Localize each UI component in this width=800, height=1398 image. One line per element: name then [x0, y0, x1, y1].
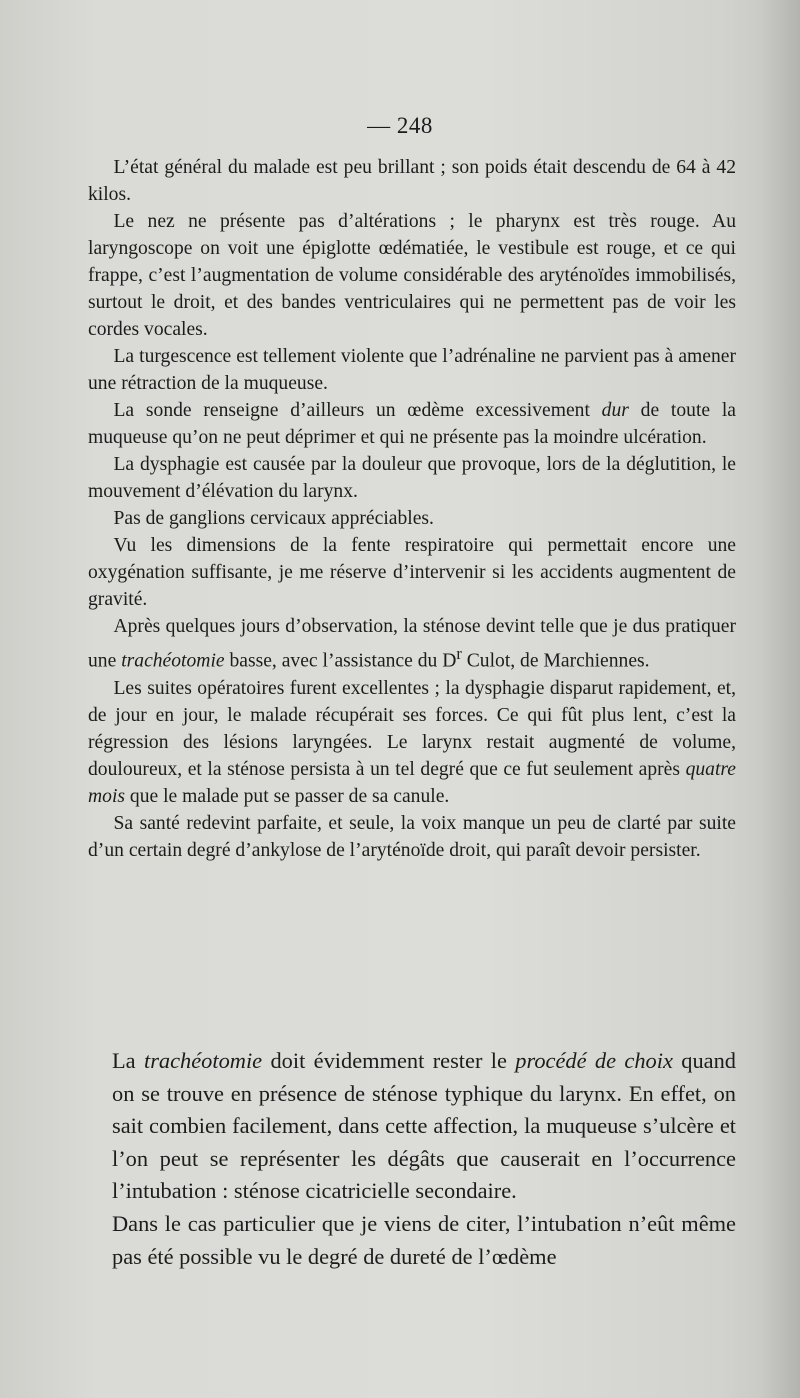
text-run: quand on se trouve en présence de sténose typhique du larynx. En effet, on sait combien facilement, dans cette affection, la muqueuse s’ulcère et l’on peut se représenter les dégâts que causerait en l’occurrence l’intubation : sténose cicatricielle secondaire.	[112, 1048, 736, 1204]
page-number: — 248	[367, 113, 433, 138]
text-run: doit évidemment rester le	[262, 1048, 516, 1073]
text-run: La	[112, 1048, 144, 1073]
emphasis-text: trachéotomie	[121, 650, 225, 672]
paragraph: Dans le cas particulier que je viens de citer, l’intubation n’eût même pas été possible vu le degré de dureté de l’œdème	[112, 1210, 736, 1269]
superscript: r	[456, 644, 462, 663]
paragraph: La turgescence est tellement violente que l’adrénaline ne parvient pas à amener une rétraction de la muqueuse.	[88, 346, 736, 394]
discussion-text	[112, 1045, 736, 1273]
case-report-text	[88, 154, 736, 864]
paragraph	[112, 1045, 736, 1208]
paragraph	[88, 397, 736, 451]
paragraph: Vu les dimensions de la fente respiratoire qui permettait encore une oxygénation suffisante, je me réserve d’intervenir si les accidents augmentent de gravité.	[88, 535, 736, 610]
text-run: Culot, de Marchiennes.	[461, 650, 650, 672]
text-run: Après quelques jours d’observation, la sténose devint telle que je dus pratiquer une	[88, 616, 736, 672]
paragraph	[88, 613, 736, 675]
paragraph: L’état général du malade est peu brillant ; son poids était descendu de 64 à 42 kilos.	[88, 157, 736, 205]
text-run: Les suites opératoires furent excellentes ; la dysphagie disparut rapidement, et, de jour en jour, le malade récupérait ses forces. Ce qui fût plus lent, c’est la régression des lésions laryngées. Le larynx restait augmenté de volume, douloureux, et la sténose persista à un tel degré que ce fut seulement après	[88, 677, 736, 780]
text-run: La sonde renseigne d’ailleurs un œdème excessivement	[113, 400, 602, 421]
paragraph: Le nez ne présente pas d’altérations ; le pharynx est très rouge. Au laryngoscope on voit une épiglotte œdématiée, le vestibule est rouge, et ce qui frappe, c’est l’augmentation de volume considérable des aryténoïdes immobilisés, surtout le droit, et des bandes ventriculaires qui ne permettent pas de voir les cordes vocales.	[88, 211, 736, 340]
paragraph: La dysphagie est causée par la douleur que provoque, lors de la déglutition, le mouvement d’élévation du larynx.	[88, 454, 736, 502]
paragraph: Sa santé redevint parfaite, et seule, la voix manque un peu de clarté par suite d’un certain degré d’ankylose de l’aryténoïde droit, qui paraît devoir persister.	[88, 812, 736, 861]
emphasis-text: procédé de choix	[515, 1048, 673, 1073]
paragraph	[88, 675, 736, 810]
text-run: de toute la muqueuse qu’on ne peut déprimer et qui ne présente pas la moindre ulcération.	[88, 400, 736, 448]
text-run: basse, avec l’assistance du D	[224, 650, 457, 672]
emphasis-text: quatre mois	[88, 758, 736, 807]
scan-shadow	[760, 0, 800, 1398]
emphasis-text: trachéotomie	[143, 1048, 263, 1073]
text-run: que le malade put se passer de sa canule.	[125, 785, 450, 807]
paragraph: Pas de ganglions cervicaux appréciables.	[113, 508, 434, 529]
emphasis-text: dur	[601, 400, 629, 421]
